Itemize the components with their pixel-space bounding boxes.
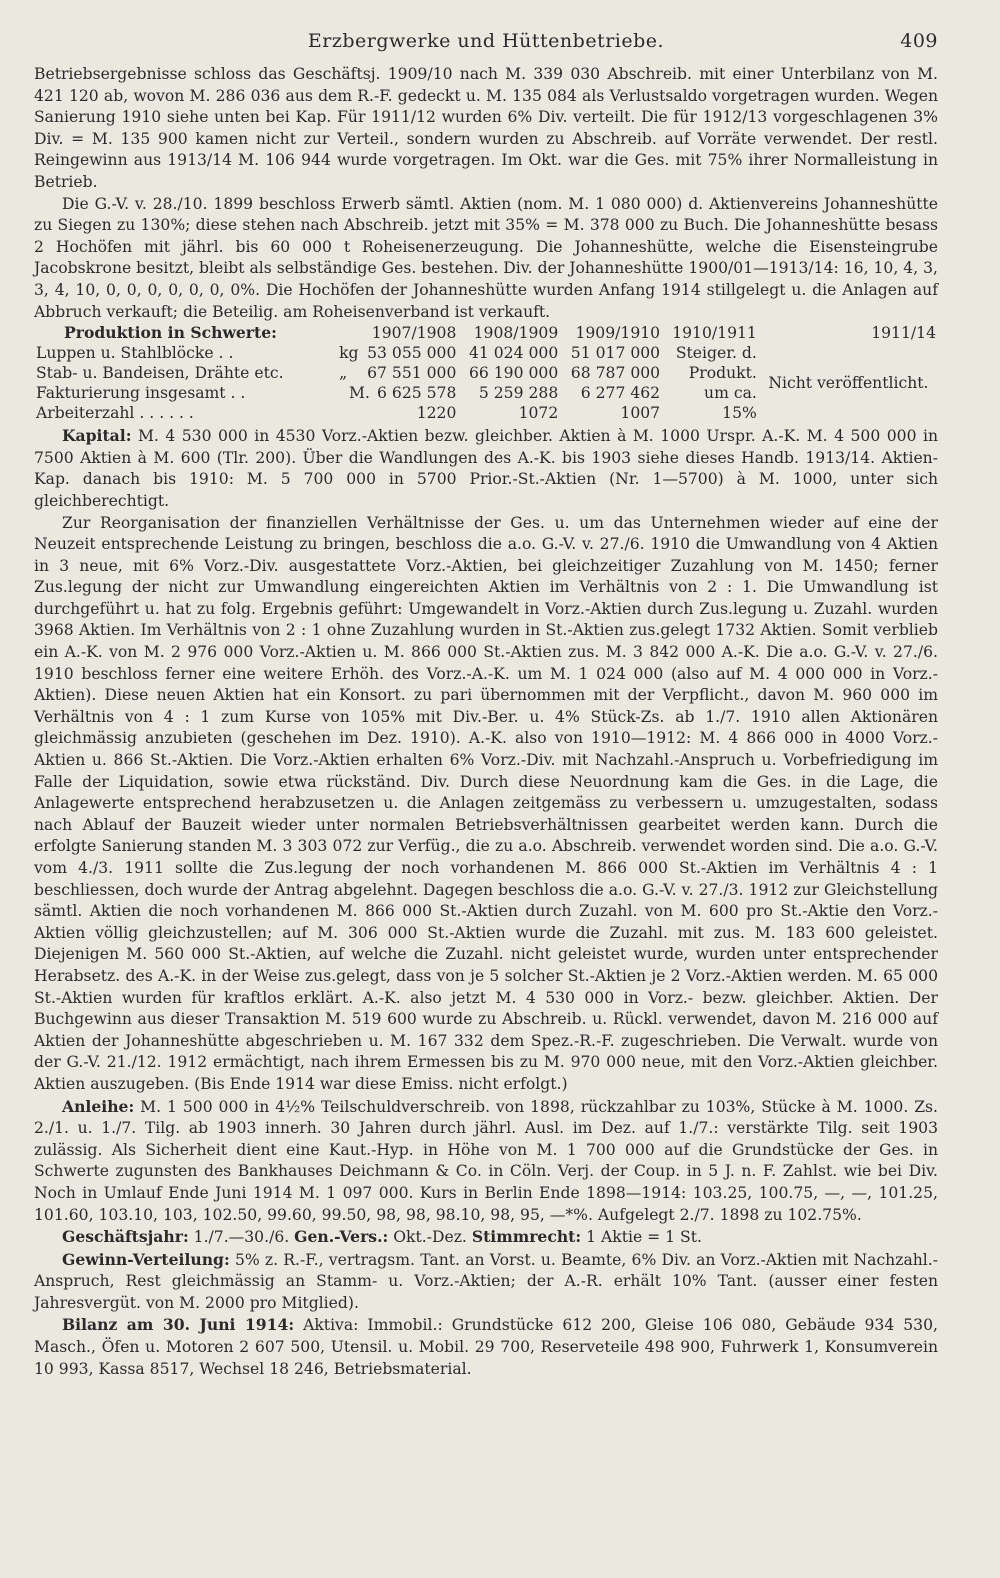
cell-value: 51 017 000 (570, 344, 661, 363)
kapital-text: M. 4 530 000 in 4530 Vorz.-Aktien bezw. gleichber. Aktien à M. 1000 Urspr. A.-K. M. 4 500 000 in 7500 Aktien à M. 600 (Tlr. 200). Über die Wandlungen des A.-K. bis 1903 siehe dieses Handb. 1913/14. Aktien-Kap. danach bis 1910: M. 5 700 000 in 5700 Prior.-St.-Aktien (Nr. 1—5700) à M. 1000, unter sich gleichberechtigt. (34, 427, 938, 510)
production-header-row (34, 323, 938, 343)
kapital-heading: Kapital: (62, 426, 132, 446)
paragraph-betriebsergebnisse: Betriebsergebnisse schloss das Geschäftsj. 1909/10 nach M. 339 030 Abschreib. mit einer Unterbilanz von M. 421 120 ab, wovon M. 286 036 aus dem R.-F. gedeckt u. M. 135 084 als Verlustsaldo vorgetragen wurden. Wegen Sanierung 1910 siehe unten bei Kap. Für 1911/12 wurden 6% Div. verteilt. Die für 1912/13 vorgeschlagenen 3% Div. = M. 135 900 kamen nicht zur Verteil., sondern wurden zu Abschreib. auf Vorräte verwendet. Der restl. Reingewinn aus 1913/14 M. 106 944 wurde vorgetragen. Im Okt. war die Ges. mit 75% ihrer Normalleistung in Betrieb. (34, 65, 938, 191)
cell-value: 6 625 578 (377, 384, 457, 403)
cell-value: 1220 (416, 404, 457, 423)
table-row (34, 343, 938, 363)
paragraph-kapital (34, 425, 938, 512)
cell-value: 67 551 000 (367, 364, 457, 383)
paragraph-gewinn-verteilung (34, 1249, 938, 1315)
year-col-4: 1910/1911 (672, 324, 757, 343)
cell-value: Produkt. (688, 364, 757, 383)
paragraph-reorganisation: Zur Reorganisation der finanziellen Verhältnisse der Ges. u. um das Unternehmen wieder auf eine der Neuzeit entsprechende Leistung zu bringen, beschloss die a.o. G.-V. v. 27./6. 1910 die Umwandlung von 4 Aktien in 3 neue, mit 6% Vorz.-Div. ausgestattete Vorz.-Aktien, bei gleichzeitiger Zuzahlung von M. 1450; ferner Zus.legung der nicht zur Umwandlung eingereichten Aktien im Verhältnis von 2 : 1. Die Umwandlung ist durchgeführt u. hat zu folg. Ergebnis geführt: Umgewandelt in Vorz.-Aktien durch Zus.legung u. Zuzahl. wurden 3968 Aktien. Im Verhältnis von 2 : 1 ohne Zuzahlung wurden in St.-Aktien zus.gelegt 1732 Aktien. Somit verblieb ein A.-K. von M. 2 976 000 Vorz.-Aktien u. M. 866 000 St.-Aktien zus. M. 3 842 000 A.-K. Die a.o. G.-V. v. 27./6. 1910 beschloss ferner eine weitere Erhöh. des Vorz.-A.-K. um M. 1 024 000 (also auf M. 4 000 000 in Vorz.-Aktien). Diese neuen Aktien hat ein Konsort. zu pari übernommen mit der Verpflicht., davon M. 960 000 im Verhältnis von 4 : 1 zum Kurse von 105% mit Div.-Ber. u. 4% Stück-Zs. ab 1./7. 1910 allen Aktionären gleichmässig anzubieten (geschehen im Dez. 1910). A.-K. also von 1910—1912: M. 4 866 000 in 4000 Vorz.-Aktien u. 866 St.-Aktien. Die Vorz.-Aktien erhalten 6% Vorz.-Div. mit Nachzahl.-Anspruch u. Vorbefriedigung im Falle der Liquidation, sowie etwa rückständ. Div. Durch diese Neuordnung kam die Ges. in die Lage, die Anlagewerte entsprechend herabzusetzen u. die Anlagen zeitgemäss zu verbessern u. umzugestalten, sodass nach Ablauf der Bauzeit wieder unter normalen Betriebsverhältnissen gearbeitet werden kann. Durch die erfolgte Sanierung standen M. 3 303 072 zur Verfüg., die zu a.o. Abschreib. verwendet worden sind. Die a.o. G.-V. vom 4./3. 1911 sollte die Zus.legung der noch vorhandenen M. 866 000 St.-Aktien im Verhältnis 4 : 1 beschliessen, doch wurde der Antrag abgelehnt. Dagegen beschloss die a.o. G.-V. v. 27./3. 1912 zur Gleichstellung sämtl. Aktien die noch vorhandenen M. 866 000 St.-Aktien durch Zuzahl. von M. 600 pro St.-Aktie den Vorz.-Aktien völlig gleichzustellen; auf M. 306 000 St.-Aktien wurde die Zuzahl. mit zus. M. 183 600 geleistet. Diejenigen M. 560 000 St.-Aktien, auf welche die Zuzahl. nicht geleistet wurde, wurden unter entsprechender Herabsetz. des A.-K. in der Weise zus.gelegt, dass von je 5 solcher St.-Aktien je 2 Vorz.-Aktien werden. M. 65 000 St.-Aktien wurden für kraftlos erklärt. A.-K. also jetzt M. 4 530 000 in Vorz.- bezw. gleichber. Aktien. Der Buchgewinn aus dieser Transaktion M. 519 600 wurde zu Abschreib. u. Rückl. verwendet, davon M. 216 000 auf Aktien der Johanneshütte abgeschrieben u. M. 167 332 dem Spez.-R.-F. zugeschrieben. Die Verwalt. wurde von der G.-V. 21./12. 1912 ermächtigt, nach ihrem Ermessen bis zu M. 970 000 neue, mit den Vorz.-Aktien gleichber. Aktien auszugeben. (Bis Ende 1914 war diese Emiss. nicht erfolgt.) (34, 513, 938, 1093)
paragraph-anleihe (34, 1096, 938, 1227)
cell-value: um ca. (704, 384, 757, 403)
gewinn-text: 5% z. R.-F., vertragsm. Tant. an Vorst. u. Beamte, 6% Div. an Vorz.-Aktien mit Nachzahl.-Anspruch, Rest gleichmässig an Stamm- u. Vorz.-Aktien; der A.-R. erhält 10% Tant. (ausser einer festen Jahresvergüt. von M. 2000 pro Mitglied). (34, 1250, 938, 1312)
stimmrecht-heading: Stimmrecht: (471, 1227, 582, 1247)
paragraph-johanneshuette: Die G.-V. v. 28./10. 1899 beschloss Erwerb sämtl. Aktien (nom. M. 1 080 000) d. Aktienvereins Johanneshütte zu Siegen zu 130%; diese stehen nach Abschreib. jetzt mit 35% = M. 378 000 zu Buch. Die Johanneshütte besass 2 Hochöfen mit jährl. bis 60 000 t Roheisenerzeugung. Die Johanneshütte, welche die Eisensteingrube Jacobskrone besitzt, bleibt als selbständige Ges. bestehen. Div. der Johanneshütte 1900/01—1913/14: 16, 10, 4, 3, 3, 4, 10, 0, 0, 0, 0, 0, 0, 0%. Die Hochöfen der Johanneshütte wurden Anfang 1914 stillgelegt u. die Anlagen auf Abbruch verkauft; die Beteilig. am Roheisenverband ist verkauft. (34, 194, 938, 321)
row-unit: kg (339, 344, 359, 363)
cell-value: 1072 (518, 404, 559, 423)
page-number: 409 (900, 30, 938, 52)
row-label: Arbeiterzahl . . . . . . (36, 404, 194, 423)
row-label: Luppen u. Stahlblöcke . . (36, 344, 234, 363)
header-title: Erzbergwerke und Hüttenbetriebe. (307, 30, 665, 52)
cell-value: 66 190 000 (468, 364, 559, 383)
row-unit: „ (339, 364, 348, 383)
production-table (34, 323, 938, 423)
cell-value: 41 024 000 (468, 344, 559, 363)
anleihe-heading: Anleihe: (62, 1096, 135, 1116)
cell-value: 1007 (620, 404, 661, 423)
year-col-3: 1909/1910 (575, 324, 661, 343)
row-unit: M. (349, 384, 370, 403)
cell-value: 5 259 288 (478, 384, 559, 403)
gewinn-heading: Gewinn-Verteilung: (62, 1249, 230, 1269)
bilanz-text: Aktiva: Immobil.: Grundstücke 612 200, Gleise 106 080, Gebäude 934 530, Masch., Öfen u. Motoren 2 607 500, Utensil. u. Mobil. 29 700, Reserveteile 498 900, Fuhrwerk 1, Konsumverein 10 993, Kassa 8517, Wechsel 18 246, Betriebsmaterial. (34, 1316, 938, 1378)
bilanz-heading: Bilanz am 30. Juni 1914: (62, 1315, 295, 1335)
cell-value: Steiger. d. (675, 344, 757, 363)
cell-value: 15% (722, 404, 757, 423)
gv-heading: Gen.-Vers.: (294, 1227, 389, 1247)
cell-value: 68 787 000 (570, 364, 661, 383)
year-col-1: 1907/1908 (371, 324, 457, 343)
row-label: Stab- u. Bandeisen, Drähte etc. (36, 364, 284, 383)
paragraph-bilanz (34, 1314, 938, 1380)
gj-text: 1./7.—30./6. (188, 1228, 295, 1247)
gv-text: Okt.-Dez. (388, 1228, 472, 1247)
cell-value: 53 055 000 (367, 344, 457, 363)
anleihe-text: M. 1 500 000 in 4½% Teilschuldverschreib. von 1898, rückzahlbar zu 103%, Stücke à M. 1000. Zs. 2./1. u. 1./7. Tilg. ab 1903 innerh. 30 Jahren durch jährl. Ausl. im Dez. auf 1./7.: verstärkte Tilg. seit 1903 zulässig. Als Sicherheit dient eine Kaut.-Hyp. in Höhe von M. 1 700 000 auf die Grundstücke der Ges. in Schwerte zugunsten des Bankhauses Deichmann & Co. in Cöln. Verj. der Coup. in 5 J. n. F. Zahlst. wie bei Div. Noch in Umlauf Ende Juni 1914 M. 1 097 000. Kurs in Berlin Ende 1898—1914: 103.25, 100.75, —, —, 101.25, 101.60, 103.10, 103, 102.50, 99.60, 99.50, 98, 98, 98.10, 98, 95, —*%. Aufgelegt 2./7. 1898 zu 102.75%. (34, 1097, 938, 1224)
gj-heading: Geschäftsjahr: (62, 1227, 189, 1247)
year-col-5: 1911/14 (871, 324, 936, 343)
not-published-note: Nicht veröffentlicht. (768, 373, 929, 392)
running-header (34, 30, 938, 64)
paragraph-geschaeftsjahr (34, 1226, 938, 1249)
cell-value: 6 277 462 (580, 384, 661, 403)
row-label: Fakturierung insgesamt . . (36, 384, 246, 403)
stimmrecht-text: 1 Aktie = 1 St. (581, 1228, 702, 1247)
year-col-2: 1908/1909 (473, 324, 559, 343)
production-heading: Produktion in Schwerte: (64, 323, 277, 343)
